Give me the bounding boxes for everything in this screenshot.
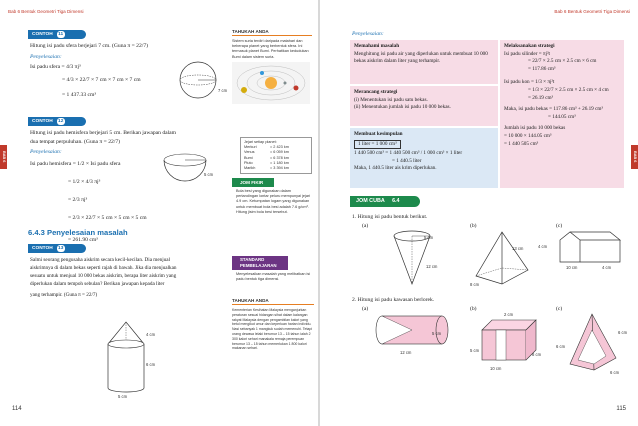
- question-2b-label: (b): [470, 306, 477, 312]
- q2c-base-label: 6 cm: [610, 370, 620, 375]
- q2b-length-label: 10 cm: [490, 366, 502, 371]
- contoh-12-line-3: = 2/3 πj³: [68, 197, 88, 203]
- kesimpulan-line-4: Maka, 1 440.5 liter ais krim diperlukan.: [354, 165, 437, 172]
- planet-list: [244, 145, 308, 171]
- right-page: [320, 0, 638, 426]
- tahukah-anda-title-2: TAHUKAH ANDA: [232, 298, 314, 305]
- contoh-12-question-2: dua tempat perpuluhan. (Guna π = 22/7): [30, 139, 121, 145]
- strategi-line-4: Isi padu kon = 1/3 × πj²t: [504, 79, 555, 86]
- contoh-12-line-5: = 261.90 cm³: [68, 237, 98, 243]
- contoh-13-para-4: diperlukan dalam tempoh sebulan? Berikan jawapan kepada liter: [30, 281, 165, 287]
- q1b-base-label: 8 cm: [470, 282, 480, 287]
- contoh-13-para-1: Salmi seorang pengusaha aiskrim secara kecil-kecilan. Dia menjual: [30, 257, 171, 263]
- jom-cuba-tab: JOM CUBA 6.4: [350, 196, 420, 207]
- contoh-13-tab: CONTOH 13: [28, 244, 86, 253]
- contoh-11-line-2: = 4/3 × 22/7 × 7 cm × 7 cm × 7 cm: [62, 77, 141, 83]
- question-2a-label: (a): [362, 306, 369, 312]
- left-page-number: 114: [12, 406, 22, 412]
- kesimpulan-line-3: = 1 440.5 liter: [392, 157, 422, 164]
- question-1-text: 1. Hitung isi padu bentuk berikut.: [352, 214, 428, 220]
- merancang-strategi-title: Merancang strategi: [354, 89, 398, 95]
- question-1a-label: (a): [362, 223, 369, 229]
- planet-radius-caption: Jejari setiap planet:: [244, 140, 277, 144]
- prism-diagram: [556, 230, 624, 266]
- tahukah-anda-text-1: Sistem suria terdiri daripada matahari dan beberapa planet yang berbentuk sfera. Ini termasuk planet Bumi. Perhatikan kedudukan Bumi dalam sistem suria.: [232, 39, 309, 59]
- planet-name: Pluto: [244, 160, 253, 165]
- sphere-radius-label: 7 cm: [218, 88, 228, 93]
- contoh-13-para-5: yang terhampir. (Guna π = 22/7): [30, 292, 98, 298]
- right-page-number: 115: [616, 406, 626, 412]
- q2c-edge-label: 6 cm: [618, 330, 628, 335]
- strategi-line-3: = 117.86 cm³: [528, 65, 556, 72]
- tahukah-anda-box-2: [232, 298, 314, 351]
- tahukah-anda-title-1: TAHUKAH ANDA: [232, 29, 312, 36]
- planet-radius-value: = 6 059 km: [270, 150, 289, 155]
- planet-radius-value: = 1 180 km: [270, 160, 289, 165]
- planet-radius-value: = 2 423 km: [270, 145, 289, 150]
- planet-name: Merkuri: [244, 145, 257, 150]
- q2a-radius-label: 5 cm: [432, 331, 442, 336]
- question-1b-label: (b): [470, 223, 477, 229]
- strategi-line-2: = 22/7 × 2.5 cm × 2.5 cm × 6 cm: [528, 58, 597, 65]
- hemisphere-diagram: [160, 150, 210, 190]
- q1b-height-label: 13 cm: [512, 246, 524, 251]
- memahami-masalah-box: [350, 40, 498, 84]
- contoh-12-question-1: Hitung isi padu hemisfera berjejari 5 cm. Berikan jawapan dalam: [30, 130, 177, 136]
- merancang-strategi-step-2: (ii) Menentukan jumlah isi padu 10 000 bekas.: [354, 104, 451, 111]
- contoh-11-line-1: Isi padu sfera = 4/3 πj³: [30, 64, 81, 70]
- planet-row: [244, 166, 308, 171]
- q2c-height-label: 6 cm: [556, 344, 566, 349]
- question-2-text: 2. Hitung isi padu kawasan berlorek.: [352, 297, 435, 303]
- melaksanakan-strategi-box: [500, 40, 624, 188]
- strategi-line-8: = 144.05 cm³: [548, 113, 576, 120]
- strategi-line-9: Jumlah isi padu 10 000 bekas: [504, 125, 566, 132]
- q1a-radius-label: 5 cm: [424, 235, 434, 240]
- strategi-line-7: Maka, isi padu bekas = 117.86 cm³ + 26.19 cm³: [504, 106, 603, 113]
- planet-radius-value: = 3 394 km: [270, 166, 289, 171]
- question-1c-label: (c): [556, 223, 563, 229]
- contoh-11-solution-label: Penyelesaian:: [30, 54, 62, 60]
- kesimpulan-conversion: 1 liter = 1 000 cm³: [354, 140, 401, 150]
- melaksanakan-strategi-title: Melaksanakan strategi: [504, 43, 555, 49]
- contoh-12-line-2: = 1/2 × 4/3 πj³: [68, 179, 101, 185]
- left-chapter-tab: BAB 6: [0, 145, 7, 169]
- contoh-11-tab: CONTOH 11: [28, 30, 86, 39]
- container-cone-height-label: 4 cm: [146, 332, 156, 337]
- strategi-line-6: = 26.19 cm³: [528, 94, 554, 101]
- tahukah-anda-box-1: [232, 29, 312, 109]
- left-page: [0, 0, 318, 426]
- q2b-height-label: 5 cm: [470, 348, 480, 353]
- planet-name: Bumi: [244, 155, 253, 160]
- right-solution-label: Penyelesaian:: [352, 31, 384, 37]
- merancang-strategi-step-1: (i) Menentukan isi padu satu bekas.: [354, 96, 428, 103]
- memahami-masalah-title: Memahami masalah: [354, 43, 400, 49]
- hemisphere-radius-label: 5 cm: [204, 172, 214, 177]
- shaded-pyramid-diagram: [566, 312, 620, 374]
- contoh-12-tab: CONTOH 12: [28, 117, 86, 126]
- strategi-line-11: = 1 440 505 cm³: [504, 140, 539, 147]
- jom-fikir-title: JOM FIKIR: [232, 178, 274, 187]
- tahukah-anda-text-2: Kementerian Kesihatan Malaysia menganjurkan peraturan sesuai hidangan sihat dalam kalangan rakyat Malaysia dengan pengambilan kalori yang betul mengikut umur dan keperluan harian individu. Nasi sebanyak 1 mangkuk sudah memenuhi. Tetapi orang dewasa lelaki berumur 13 – 15 tahun ialah 2 300 kalori sehari manakala remaja perempuan berumur 13 – 15 tahun memerlukan 1 800 kalori makanan sehari.: [232, 308, 313, 351]
- membuat-kesimpulan-title: Membuat kesimpulan: [354, 131, 403, 137]
- container-diameter-label: 5 cm: [118, 394, 128, 399]
- merancang-strategi-box: [350, 86, 498, 126]
- left-header-title: Bab 6 Bentuk Geometri Tiga Dimensi: [8, 9, 84, 14]
- ice-cream-container-diagram: [98, 318, 154, 400]
- q1a-height-label: 12 cm: [426, 264, 438, 269]
- contoh-11-question: Hitung isi padu sfera berjejari 7 cm. (Guna π = 22/7): [30, 43, 148, 49]
- shaded-cuboid-diagram: [478, 318, 540, 364]
- membuat-kesimpulan-box: [350, 128, 498, 188]
- strategi-line-1: Isi padu silinder = πj²t: [504, 50, 551, 57]
- contoh-13-para-2: aiskrimnya di dalam bekas seperti rajah di bawah. Jika dia menjualkan: [30, 265, 177, 271]
- contoh-12-solution-label: Penyelesaian:: [30, 149, 62, 155]
- pyramid-diagram: [470, 228, 534, 288]
- planet-radius-value: = 6 378 km: [270, 155, 289, 160]
- standard-pembelajaran-text: Menyelesaikan masalah yang melibatkan isi padu bentuk tiga dimensi.: [236, 272, 311, 282]
- planet-name: Marikh: [244, 166, 256, 171]
- contoh-12-line-1: Isi padu hemisfera = 1/2 × Isi padu sfera: [30, 161, 121, 167]
- strategi-line-10: = 10 000 × 144.05 cm³: [504, 132, 552, 139]
- sphere-diagram: [178, 60, 220, 102]
- q1c-height-label: 4 cm: [538, 244, 548, 249]
- standard-pembelajaran-title: STANDARD PEMBELAJARAN: [232, 256, 288, 270]
- container-cylinder-height-label: 6 cm: [146, 362, 156, 367]
- right-header-title: Bab 6 Bentuk Geometri Tiga Dimensi: [554, 9, 630, 14]
- planet-name: Venus: [244, 150, 255, 155]
- q1c-length-label: 10 cm: [566, 265, 578, 270]
- q2b-width-label: 8 cm: [532, 352, 542, 357]
- section-heading: 6.4.3 Penyelesaian masalah: [28, 228, 128, 237]
- right-chapter-tab: BAB 6: [631, 145, 638, 169]
- standard-pembelajaran-box: [232, 256, 314, 282]
- jom-fikir-text: Bola besi yang digunakan dalam pertandingan lontar peluru mempunyai jejari 4.9 cm. Ketumpatan logam yang digunakan untuk membuat bola besi adalah 7.6 g/cm³. Hitung jisim bola besi tersebut.: [236, 189, 311, 214]
- contoh-13-para-3: sesuatu untuk menjual 10 000 bekas aiskrim, berapa liter aiskrim yang: [30, 273, 177, 279]
- question-2c-label: (c): [556, 306, 563, 312]
- q2a-length-label: 12 cm: [400, 350, 412, 355]
- planet-radius-table: [240, 137, 312, 174]
- memahami-masalah-text: Menghitung isi padu air yang diperlukan untuk membuat 10 000 bekas aiskrim dalam liter yang terhampir.: [354, 50, 488, 65]
- q2b-top-label: 2 cm: [504, 312, 514, 317]
- q1c-width-label: 4 cm: [602, 265, 612, 270]
- strategi-line-5: = 1/3 × 22/7 × 2.5 cm × 2.5 cm × 4 cm: [528, 86, 609, 93]
- solar-system-illustration: [232, 62, 310, 104]
- kesimpulan-line-2: 1 440 500 cm³ = 1 440 500 cm³ / 1 000 cm³ × 1 liter: [354, 150, 463, 157]
- contoh-12-line-4: = 2/3 × 22/7 × 5 cm × 5 cm × 5 cm: [68, 215, 147, 221]
- contoh-11-line-3: = 1 437.33 cm³: [62, 92, 97, 98]
